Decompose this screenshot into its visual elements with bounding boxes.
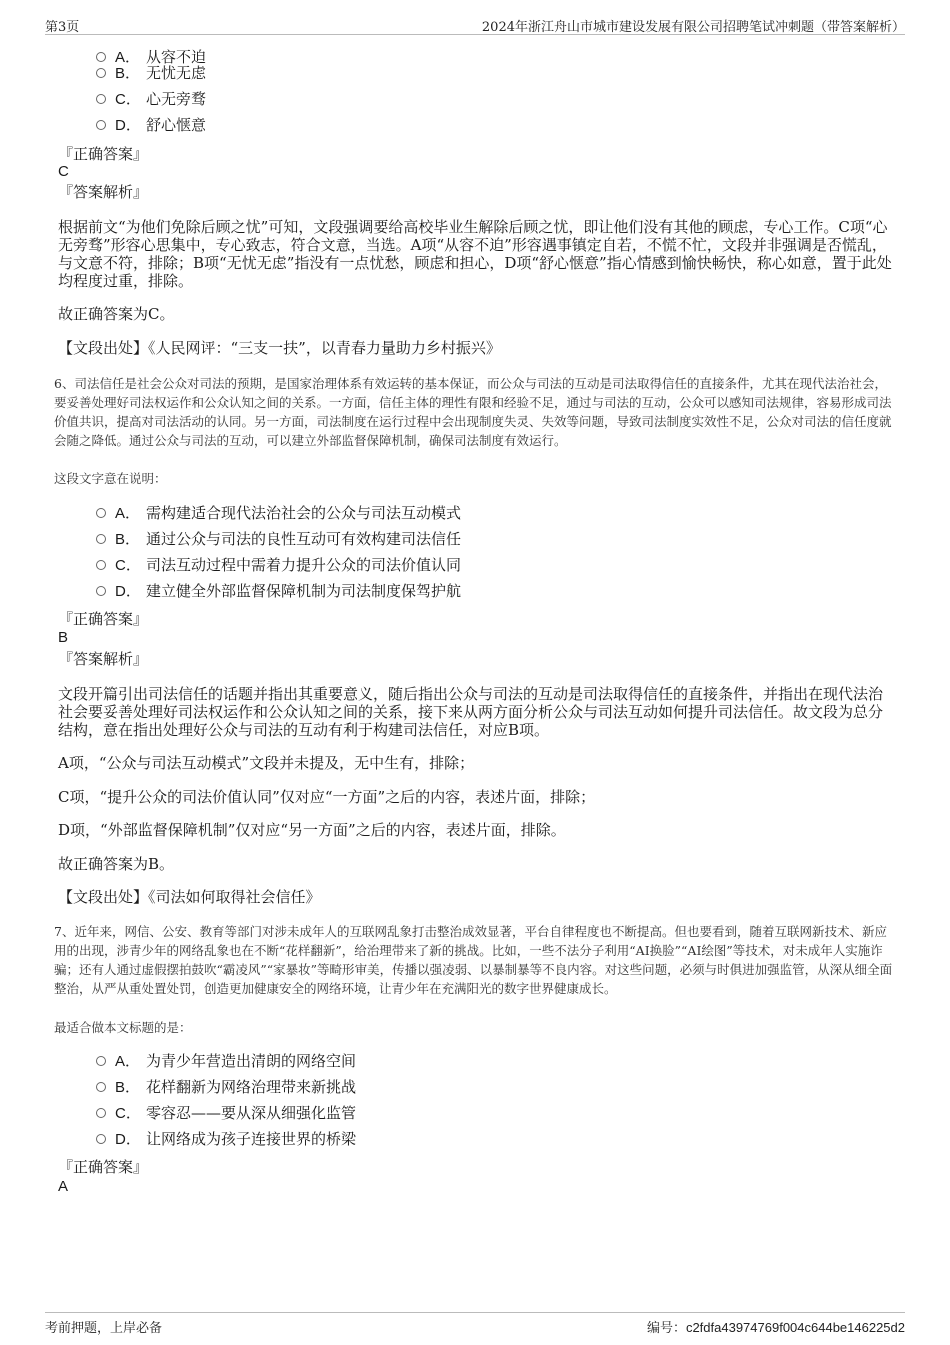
q6-analysis-label: 『答案解析』	[58, 650, 149, 668]
radio-icon[interactable]	[96, 534, 106, 544]
q6-source: 【文段出处】《司法如何取得社会信任》	[58, 888, 321, 906]
document-code: 编号：c2fdfa43974769f004c644be146225d2	[646, 1320, 905, 1335]
q7-option-c[interactable]: C． 零容忍——要从深从细强化监管	[96, 1104, 356, 1123]
q6-answer-label: 『正确答案』	[58, 610, 149, 628]
page-header	[45, 14, 905, 35]
q5-option-a[interactable]: A． 从容不迫	[96, 48, 206, 67]
q6-option-b[interactable]: B． 通过公众与司法的良性互动可有效构建司法信任	[96, 530, 461, 549]
q5-option-d[interactable]: D． 舒心惬意	[96, 116, 206, 135]
footer-slogan: 考前押题，上岸必备	[45, 1321, 163, 1336]
q5-option-b[interactable]: B． 无忧无虑	[96, 64, 206, 83]
q7-option-a[interactable]: A． 为青少年营造出清朗的网络空间	[96, 1052, 356, 1071]
radio-icon[interactable]	[96, 508, 106, 518]
page-number: 第3页	[45, 20, 80, 35]
q7-prompt: 最适合做本文标题的是：	[54, 1020, 192, 1035]
q6-prompt: 这段文字意在说明：	[54, 471, 167, 486]
q5-source: 【文段出处】《人民网评：“三支一扶”，以青春力量助力乡村振兴》	[58, 339, 501, 357]
radio-icon[interactable]	[96, 1134, 106, 1144]
q6-option-d[interactable]: D． 建立健全外部监督保障机制为司法制度保驾护航	[96, 582, 461, 601]
document-title: 2024年浙江舟山市城市建设发展有限公司招聘笔试冲刺题（带答案解析）	[481, 20, 905, 35]
radio-icon[interactable]	[96, 94, 106, 104]
q5-option-c[interactable]: C． 心无旁骛	[96, 90, 206, 109]
q5-analysis-text: 根据前文“为他们免除后顾之忧”可知，文段强调要给高校毕业生解除后顾之忧，即让他们没有其他的顾虑，专心工作。C项“心无旁骛”形容心思集中，专心致志，符合文意，当选。A项“从容不迫”形容遇事镇定自若，不慌不忙，文段并非强调是否慌乱，与文意不符，排除；B项“无忧无虑”指没有一点忧愁，顾虑和担心，D项“舒心惬意”指心情感到愉快畅快，称心如意，置于此处均程度过重，排除。	[58, 218, 892, 290]
q6-option-c[interactable]: C． 司法互动过程中需着力提升公众的司法价值认同	[96, 556, 461, 575]
q6-conclusion: 故正确答案为B。	[58, 855, 175, 873]
q6-stem: 6、司法信任是社会公众对司法的预期，是国家治理体系有效运转的基本保证，而公众与司法的互动是司法取得信任的直接条件，尤其在现代法治社会，要妥善处理好司法权运作和公众认知之间的关系。一方面，信任主体的理性有限和经验不足，通过与司法的互动，公众可以感知司法规律，容易形成司法价值共识，提高对司法活动的认同。另一方面，司法制度在运行过程中会出现制度失灵、失效等问题，导致司法制度实效性不足，公众对司法的信任度就会随之降低。通过公众与司法的互动，可以建立外部监督保障机制，确保司法制度有效运行。	[54, 376, 892, 448]
q6-analysis-text: 文段开篇引出司法信任的话题并指出其重要意义，随后指出公众与司法的互动是司法取得信任的直接条件，并指出在现代法治社会要妥善处理好司法权运作和公众认知之间的关系，接下来从两方面分析公众与司法互动如何提升司法信任。故文段为总分结构，意在指出处理好公众与司法的互动有利于构建司法信任，对应B项。	[58, 685, 884, 739]
q5-conclusion: 故正确答案为C。	[58, 305, 175, 323]
q5-answer-label: 『正确答案』	[58, 145, 149, 163]
radio-icon[interactable]	[96, 68, 106, 78]
q5-answer: C	[58, 163, 69, 180]
q7-answer: A	[58, 1178, 69, 1195]
q5-analysis-label: 『答案解析』	[58, 183, 149, 201]
q6-analysis-c: C项，“提升公众的司法价值认同”仅对应“一方面”之后的内容，表述片面，排除；	[58, 788, 596, 806]
q7-option-d[interactable]: D． 让网络成为孩子连接世界的桥梁	[96, 1130, 356, 1149]
radio-icon[interactable]	[96, 1056, 106, 1066]
radio-icon[interactable]	[96, 120, 106, 130]
q6-option-a[interactable]: A． 需构建适合现代法治社会的公众与司法互动模式	[96, 504, 461, 523]
q7-stem: 7、近年来，网信、公安、教育等部门对涉未成年人的互联网乱象打击整治成效显著，平台自律程度也不断提高。但也要看到，随着互联网新技术、新应用的出现，涉青少年的网络乱象也在不断“花样翻新”，给治理带来了新的挑战。比如，一些不法分子利用“AI换脸”“AI绘图”等技术，对未成年人实施诈骗；还有人通过虚假摆拍鼓吹“霸凌风”“家暴妆”等畸形审美，传播以强凌弱、以暴制暴等不良内容。对这些问题，必须与时俱进加强监管，从深从细全面整治，从严从重处置处罚，创造更加健康安全的网络环境，让青少年在充满阳光的数字世界健康成长。	[54, 924, 893, 996]
q6-analysis-a: A项，“公众与司法互动模式”文段并未提及，无中生有，排除；	[58, 754, 475, 772]
q7-answer-label: 『正确答案』	[58, 1158, 149, 1176]
radio-icon[interactable]	[96, 586, 106, 596]
radio-icon[interactable]	[96, 1108, 106, 1118]
q6-answer: B	[58, 629, 69, 646]
q7-option-b[interactable]: B． 花样翻新为网络治理带来新挑战	[96, 1078, 356, 1097]
q6-analysis-d: D项，“外部监督保障机制”仅对应“另一方面”之后的内容，表述片面，排除。	[58, 821, 566, 839]
radio-icon[interactable]	[96, 1082, 106, 1092]
page-footer	[45, 1312, 905, 1335]
radio-icon[interactable]	[96, 560, 106, 570]
radio-icon[interactable]	[96, 52, 106, 62]
